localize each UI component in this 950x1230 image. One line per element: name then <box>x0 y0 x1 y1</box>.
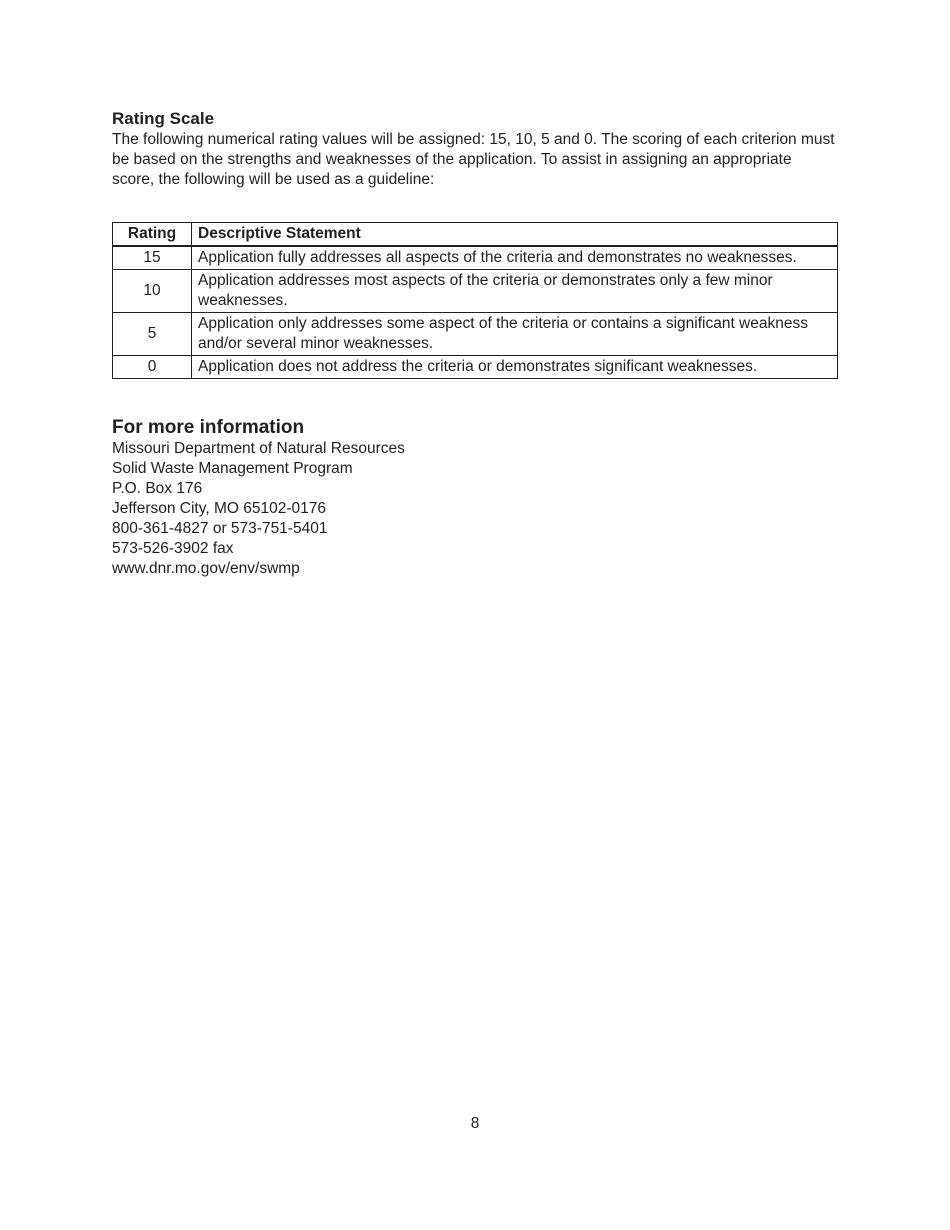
rating-statement: Application only addresses some aspect of the criteria or contains a significant weakness and/or several minor weaknesses. <box>192 313 838 356</box>
rating-scale-intro: The following numerical rating values will be assigned: 15, 10, 5 and 0. The scoring of each criterion must be based on the strengths and weaknesses of the application. To assist in assigning an appropriate score, the following will be used as a guideline: <box>112 131 835 188</box>
rating-value: 0 <box>113 356 192 379</box>
rating-scale-section <box>112 108 838 379</box>
page-number: 8 <box>470 1115 480 1132</box>
statement-column-header: Descriptive Statement <box>192 223 838 247</box>
table-row <box>113 313 838 356</box>
po-box: P.O. Box 176 <box>112 480 203 497</box>
rating-statement: Application does not address the criteria or demonstrates significant weaknesses. <box>192 356 838 379</box>
table-row <box>113 246 838 270</box>
rating-table <box>112 222 838 379</box>
rating-scale-heading: Rating Scale <box>112 109 215 128</box>
city-state-zip: Jefferson City, MO 65102-0176 <box>112 500 326 517</box>
rating-value: 15 <box>113 246 192 270</box>
page-content <box>112 108 838 579</box>
rating-value: 5 <box>113 313 192 356</box>
table-header-row <box>113 223 838 247</box>
rating-value: 10 <box>113 270 192 313</box>
more-info-heading: For more information <box>112 417 305 438</box>
rating-column-header: Rating <box>113 223 192 247</box>
phone-numbers: 800-361-4827 or 573-751-5401 <box>112 520 328 537</box>
rating-statement: Application addresses most aspects of the criteria or demonstrates only a few minor weaknesses. <box>192 270 838 313</box>
rating-statement: Application fully addresses all aspects of the criteria and demonstrates no weaknesses. <box>192 246 838 270</box>
more-info-section <box>112 417 838 579</box>
program-name: Solid Waste Management Program <box>112 460 353 477</box>
table-row <box>113 270 838 313</box>
website-url: www.dnr.mo.gov/env/swmp <box>112 560 300 577</box>
contact-address <box>112 439 838 579</box>
table-row <box>113 356 838 379</box>
organization-name: Missouri Department of Natural Resources <box>112 440 405 457</box>
fax-number: 573-526-3902 fax <box>112 540 234 557</box>
